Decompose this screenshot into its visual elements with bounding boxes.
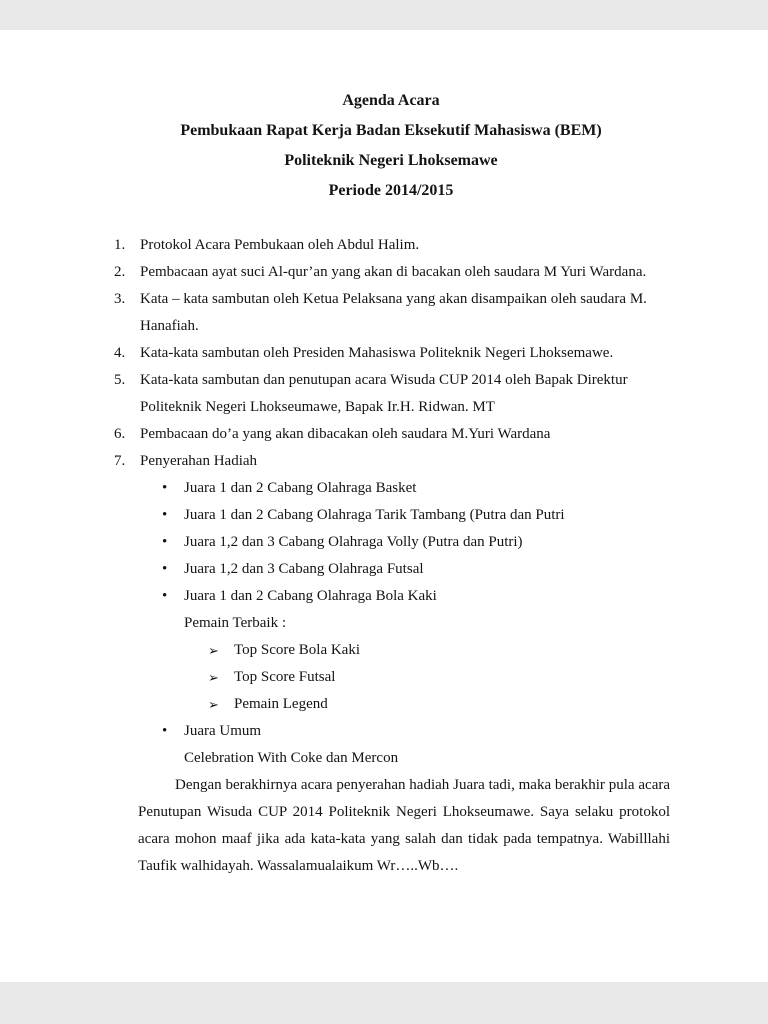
agenda-item-4: Kata-kata sambutan oleh Presiden Mahasiswa Politeknik Negeri Lhoksemawe. <box>140 345 614 361</box>
prize-bullet-list <box>112 475 670 610</box>
closing-paragraph: Dengan berakhirnya acara penyerahan hadiah Juara tadi, maka berakhir pula acara Penutupan Wisuda CUP 2014 Politeknik Negeri Lhokseumawe. Saya selaku protokol acara mohon maaf jika ada kata-kata yang salah dan tidak pada tempatnya. Wabilllahi Taufik walhidayah. Wassalamualaikum Wr…..Wb…. <box>138 777 670 874</box>
best-player-item-top-score-futsal: ➢ Top Score Futsal <box>208 664 670 691</box>
title-line-period: Periode 2014/2015 <box>328 182 454 199</box>
best-player-item-top-score-bola-kaki: ➢ Top Score Bola Kaki <box>208 637 670 664</box>
prize-item-basket: • Juara 1 dan 2 Cabang Olahraga Basket <box>160 475 670 502</box>
juara-umum-list <box>112 718 670 745</box>
document-title <box>112 86 670 206</box>
celebration-line: Celebration With Coke dan Mercon <box>184 750 399 766</box>
agenda-item-3: Kata – kata sambutan oleh Ketua Pelaksana yang akan disampaikan oleh saudara M. Hanafiah. <box>140 291 647 334</box>
pemain-terbaik-label: Pemain Terbaik : <box>184 615 286 631</box>
prize-item-tarik-tambang: • Juara 1 dan 2 Cabang Olahraga Tarik Tambang (Putra dan Putri <box>160 502 670 529</box>
best-player-list <box>112 637 670 718</box>
document-body <box>112 232 670 880</box>
prize-item-futsal: • Juara 1,2 dan 3 Cabang Olahraga Futsal <box>160 556 670 583</box>
agenda-item-5: Kata-kata sambutan dan penutupan acara Wisuda CUP 2014 oleh Bapak Direktur Politeknik Negeri Lhokseumawe, Bapak Ir.H. Ridwan. MT <box>140 372 628 415</box>
title-line-agenda: Agenda Acara <box>342 92 440 109</box>
title-line-event: Pembukaan Rapat Kerja Badan Eksekutif Mahasiswa (BEM) <box>180 122 602 139</box>
prize-item-bola-kaki: • Juara 1 dan 2 Cabang Olahraga Bola Kaki <box>160 583 670 610</box>
agenda-item-6: Pembacaan do’a yang akan dibacakan oleh saudara M.Yuri Wardana <box>140 426 551 442</box>
agenda-item-7: Penyerahan Hadiah <box>140 453 258 469</box>
juara-umum-item: • Juara Umum <box>160 718 670 745</box>
agenda-numbered-list <box>112 232 670 475</box>
title-line-institution: Politeknik Negeri Lhoksemawe <box>284 152 498 169</box>
best-player-item-pemain-legend: ➢ Pemain Legend <box>208 691 670 718</box>
prize-item-volly: • Juara 1,2 dan 3 Cabang Olahraga Volly (Putra dan Putri) <box>160 529 670 556</box>
document-page <box>0 30 768 982</box>
agenda-item-2: Pembacaan ayat suci Al-qur’an yang akan di bacakan oleh saudara M Yuri Wardana. <box>140 264 647 280</box>
agenda-item-1: Protokol Acara Pembukaan oleh Abdul Halim. <box>140 237 420 253</box>
